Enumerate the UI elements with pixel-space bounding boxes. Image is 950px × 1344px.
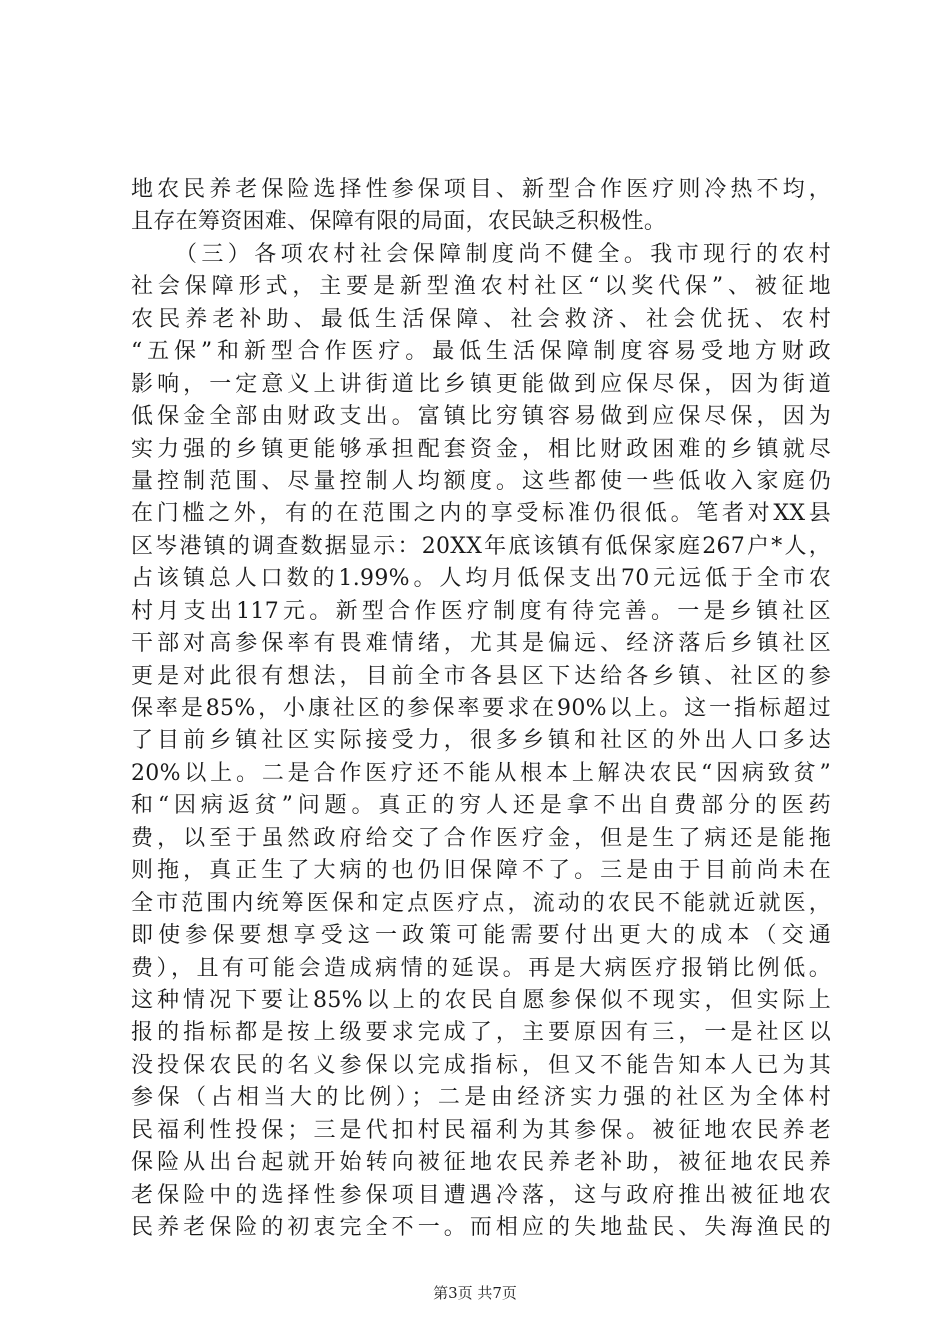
text-line: 低保金全部由财政支出。富镇比穷镇容易做到应保尽保，因为 (131, 404, 831, 430)
text-line: 影响，一定意义上讲街道比乡镇更能做到应保尽保，因为街道 (131, 371, 831, 397)
text-line: 村月支出117元。新型合作医疗制度有待完善。一是乡镇社区 (131, 598, 831, 624)
text-line: 农民养老补助、最低生活保障、社会救济、社会优抚、农村 (131, 306, 831, 332)
text-line: 费），且有可能会造成病情的延误。再是大病医疗报销比例低。 (131, 955, 831, 981)
text-line: 费，以至于虽然政府给交了合作医疗金，但是生了病还是能拖 (131, 825, 831, 851)
body-text (131, 174, 831, 1244)
text-line: 民养老保险的初衷完全不一。而相应的失地盐民、失海渔民的 (131, 1215, 831, 1240)
text-line: 没投保农民的名义参保以完成指标，但又不能告知本人已为其 (131, 1052, 831, 1078)
text-line: 老保险中的选择性参保项目遭遇冷落，这与政府推出被征地农 (131, 1182, 831, 1208)
text-line: （三）各项农村社会保障制度尚不健全。我市现行的农村 (175, 241, 831, 267)
text-line: 20%以上。二是合作医疗还不能从根本上解决农民“因病致贫” (131, 760, 831, 786)
text-line: 民福利性投保；三是代扣村民福利为其参保。被征地农民养老 (131, 1117, 831, 1143)
text-line: 保率是85%，小康社区的参保率要求在90%以上。这一指标超过 (131, 696, 831, 721)
text-line: 则拖，真正生了大病的也仍旧保障不了。三是由于目前尚未在 (131, 858, 831, 884)
text-line: 参保（占相当大的比例）；二是由经济实力强的社区为全体村 (131, 1085, 831, 1111)
text-line: 即使参保要想享受这一政策可能需要付出更大的成本（交通 (131, 923, 831, 949)
text-line: 实力强的乡镇更能够承担配套资金，相比财政困难的乡镇就尽 (131, 436, 831, 462)
text-line: 且存在筹资困难、保障有限的局面，农民缺乏积极性。 (131, 209, 667, 235)
text-line: 社会保障形式，主要是新型渔农村社区“以奖代保”、被征地 (131, 274, 831, 300)
text-line: 占该镇总人口数的1.99%。人均月低保支出70元远低于全市农 (131, 566, 831, 592)
page-number-footer: 第3页 共7页 (433, 1284, 517, 1302)
text-line: 这种情况下要让85%以上的农民自愿参保似不现实，但实际上 (131, 987, 831, 1013)
text-line: 了目前乡镇社区实际接受力，很多乡镇和社区的外出人口多达 (131, 728, 831, 754)
text-line: 区岑港镇的调查数据显示：20XX年底该镇有低保家庭267户*人， (131, 533, 831, 559)
text-line: “五保”和新型合作医疗。最低生活保障制度容易受地方财政 (131, 339, 831, 365)
text-line: 地农民养老保险选择性参保项目、新型合作医疗则冷热不均， (131, 177, 831, 202)
text-line: 在门槛之外，有的在范围之内的享受标准仍很低。笔者对XX县 (131, 501, 831, 527)
text-line: 保险从出台起就开始转向被征地农民养老补助，被征地农民养 (131, 1150, 831, 1176)
text-line: 和“因病返贫”问题。真正的穷人还是拿不出自费部分的医药 (131, 793, 831, 819)
text-line: 更是对此很有想法，目前全市各县区下达给各乡镇、社区的参 (131, 663, 831, 689)
text-line: 干部对高参保率有畏难情绪，尤其是偏远、经济落后乡镇社区 (131, 631, 831, 657)
text-line: 量控制范围、尽量控制人均额度。这些都使一些低收入家庭仍 (131, 468, 831, 494)
text-line: 报的指标都是按上级要求完成了，主要原因有三，一是社区以 (131, 1020, 831, 1046)
text-line: 全市范围内统筹医保和定点医疗点，流动的农民不能就近就医， (131, 890, 831, 916)
